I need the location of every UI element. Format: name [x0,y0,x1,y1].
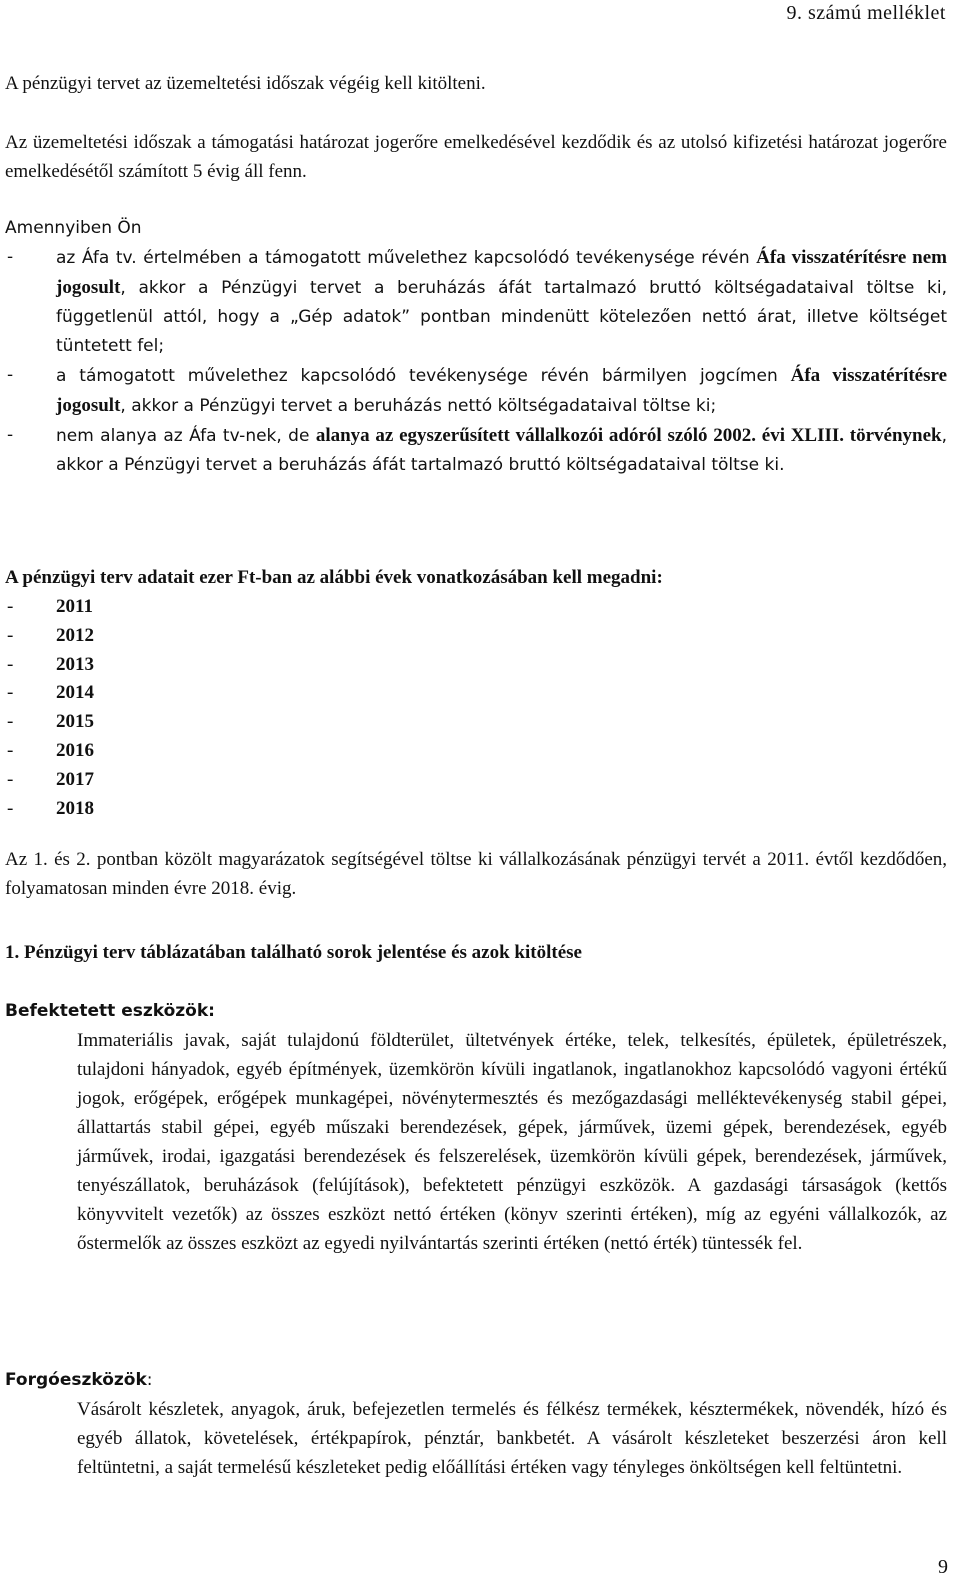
fixed-assets-text: Immateriális javak, saját tulajdonú földterület, ültetvények értéke, telek, telkesítés, épületek, épületrészek, tulajdoni hányadok, egyéb építmények, üzemkörön kívüli ingatlanok, ingatlanokhoz kapcsolódó vagyoni értékű jogok, erőgépek, erőgépek munkagépei, növénytermesztés és mezőgazdasági melléktevékenység stabil gépei, állattartás stabil gépei, egyéb műszaki berendezések, gépek, járművek, üzemi gépek, berendezések, egyéb járművek, irodai, igazgatási berendezések és felszerelések, üzemkörön kívüli gépek, berendezések, járművek, tenyészállatok, beruházások (felújítások), befektetett pénzügyi eszközök. A gazdasági társaságok (kettős könyvvitelt vezetők) az összes eszközt nettó értéken (könyv szerinti értéken), míg az egyéni vállalkozók, az őstermelők az összes eszközt az egyedi nyilvántartás szerinti értéken (nettó érték) tüntessék fel. [77,1030,947,1254]
year-item [5,679,94,708]
year-item [5,737,94,766]
condition-2-rest: , akkor a Pénzügyi tervet a beruházás nettó költségadataival töltse ki; [120,396,717,416]
intro-line-2: Az üzemeltetési időszak a támogatási határozat jogerőre emelkedésével kezdődik és az utolsó kifizetési határozat jogerőre emelkedésétől számított 5 évig áll fenn. [5,132,947,182]
dash-bullet: - [7,768,14,790]
years-heading-text: A pénzügyi terv adatait ezer Ft-ban az alábbi évek vonatkozásában kell megadni: [5,567,663,588]
dash-bullet: - [7,797,14,819]
condition-item-3 [5,421,947,480]
dash-bullet: - [7,739,14,761]
fixed-assets-title [5,997,947,1026]
years-heading [5,563,947,592]
condition-2-text: a támogatott művelethez kapcsolódó tevékenysége révén bármilyen jogcímen [56,366,791,386]
year-item [5,593,94,622]
dash-bullet: - [7,247,14,267]
amennyiben-label: Amennyiben Ön [5,218,142,238]
conditions-list [5,243,947,480]
page-number: 9 [938,1556,948,1578]
annex-label: 9. számú melléklet [786,2,946,24]
fixed-assets-title-text: Befektetett eszközök: [5,1001,215,1021]
section-1-title [5,938,947,967]
year-item [5,622,94,651]
year-item [5,708,94,737]
year-value: 2015 [56,711,94,733]
condition-3-text: nem alanya az Áfa tv-nek, de [56,426,316,446]
condition-3-bold: alanya az egyszerűsített vállalkozói adóról szóló 2002. évi XLIII. törvénynek [315,425,942,446]
current-assets-colon: : [146,1370,153,1390]
dash-bullet: - [7,653,14,675]
condition-3-rest: , akkor a Pénzügyi tervet a beruházás áfát tartalmazó bruttó költségadataival töltse ki. [56,426,947,475]
year-item [5,766,94,795]
current-assets-title [5,1366,947,1395]
condition-item-2 [5,361,947,421]
condition-1-rest: , akkor a Pénzügyi tervet a beruházás áfát tartalmazó bruttó költségadataival töltse ki, függetlenül attól, hogy a „Gép adatok” pontban mindenütt kötelezően nettó árat, illetve költséget tüntetett fel; [56,278,947,356]
condition-item-1 [5,243,947,361]
year-item [5,651,94,680]
current-assets-title-text: Forgóeszközök [5,1370,147,1390]
year-value: 2012 [56,624,94,646]
dash-bullet: - [7,425,14,445]
year-value: 2011 [56,596,93,617]
dash-bullet: - [7,682,14,704]
dash-bullet: - [7,711,14,733]
years-list [5,593,94,823]
intro-line-1: A pénzügyi tervet az üzemeltetési időszak végéig kell kitölteni. [5,73,486,94]
year-value: 2018 [56,797,94,819]
dash-bullet: - [7,596,14,617]
section-1-title-text: 1. Pénzügyi terv táblázatában található sorok jelentése és azok kitöltése [5,942,582,963]
year-value: 2013 [56,653,94,675]
current-assets-text: Vásárolt készletek, anyagok, áruk, befejezetlen termelés és félkész termékek, késztermékek, növendék, hízó és egyéb állatok, követelések, értékpapírok, pénztár, bankbetét. A vásárolt készleteket beszerzési áron kell feltüntetni, a saját termelésű készleteket pedig előállítási értéken vagy tényleges önköltségen kell feltüntetni. [77,1399,947,1478]
dash-bullet: - [7,624,14,646]
year-value: 2017 [56,768,94,790]
condition-2-bold: Áfa visszatérítésre jogosult [56,365,947,416]
year-item [5,795,94,824]
condition-1-text: az Áfa tv. értelmében a támogatott művelethez kapcsolódó tevékenysége révén [56,248,757,268]
year-value: 2016 [56,739,94,761]
year-value: 2014 [56,682,94,704]
dash-bullet: - [7,365,14,385]
condition-1-bold: Áfa visszatérítésre nem jogosult [56,247,947,298]
instruction-paragraph: Az 1. és 2. pontban közölt magyarázatok segítségével töltse ki vállalkozásának pénzügyi tervét a 2011. évtől kezdődően, folyamatosan minden évre 2018. évig. [5,849,947,899]
